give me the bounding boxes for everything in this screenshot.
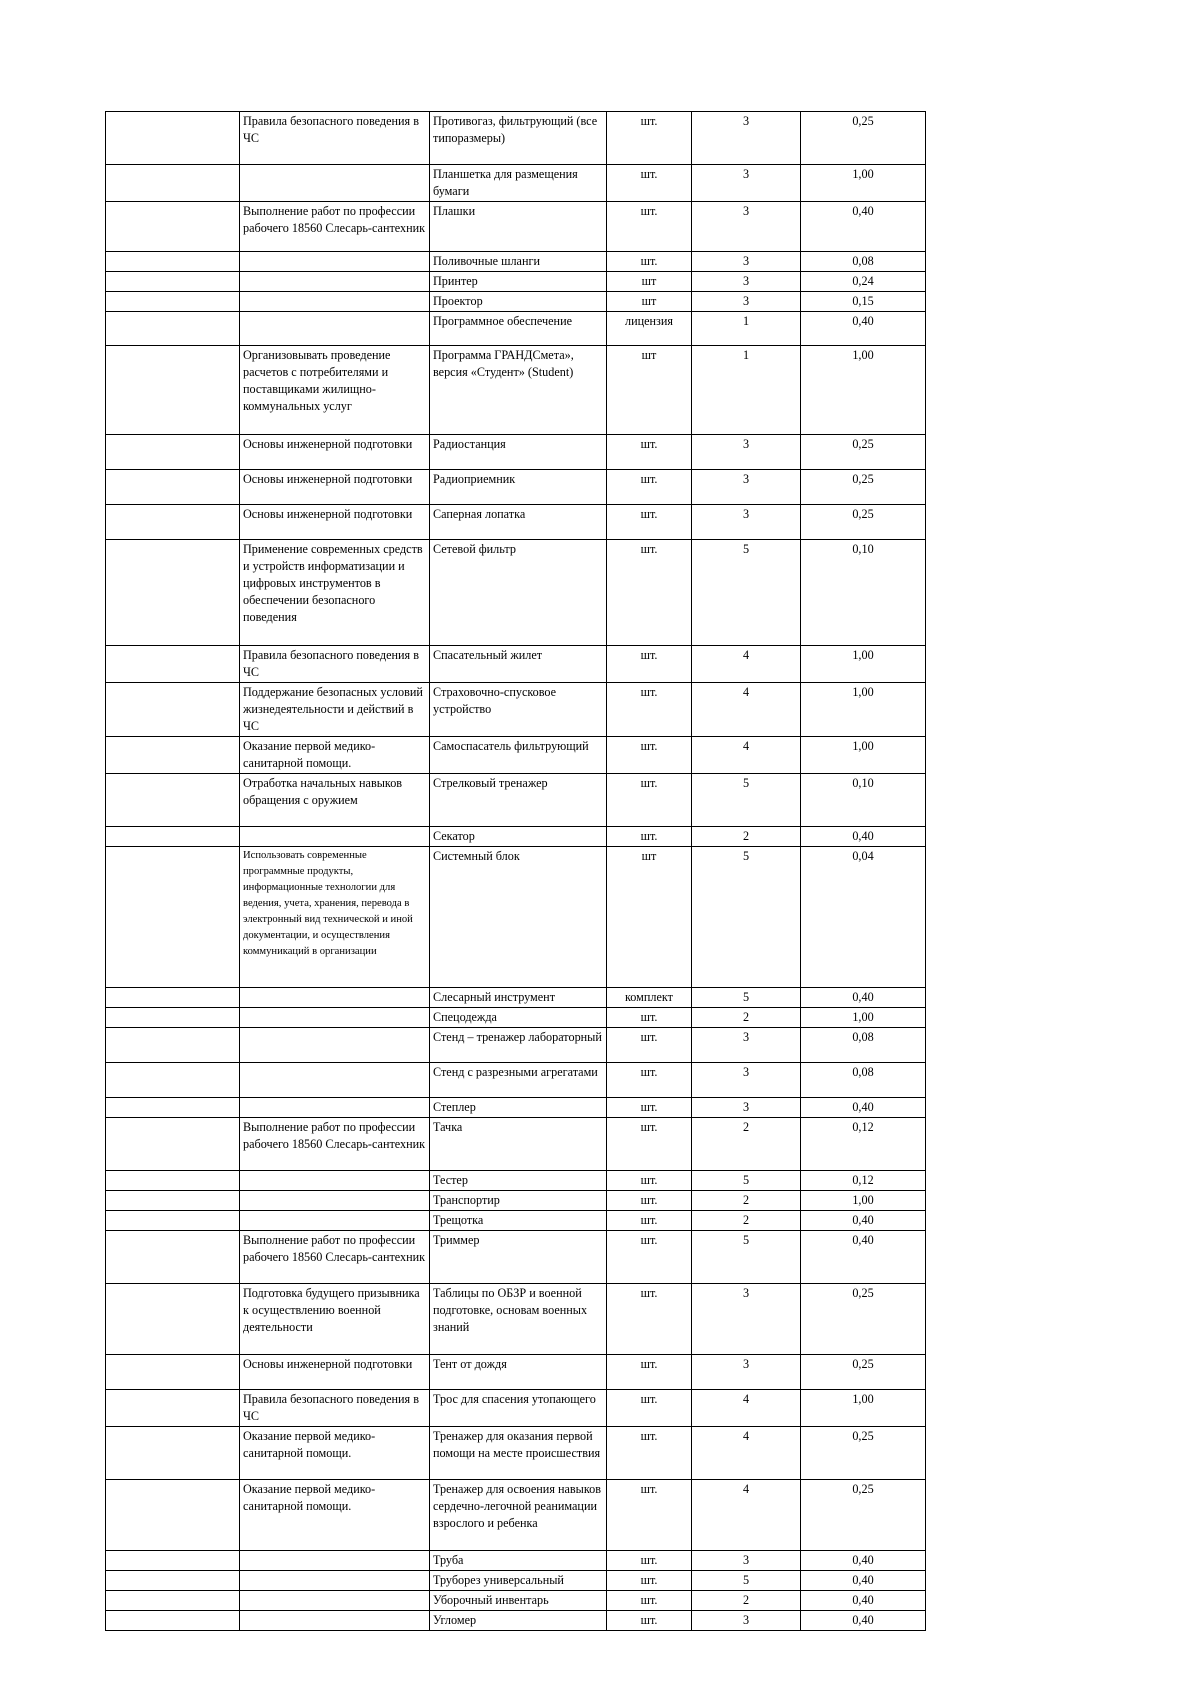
- coefficient-cell: 0,04: [801, 847, 926, 988]
- empty-cell: [106, 1191, 240, 1211]
- table-row: [106, 292, 926, 312]
- topic-cell: [240, 1028, 430, 1063]
- quantity-cell: 2: [692, 1008, 801, 1028]
- quantity-cell: 1: [692, 346, 801, 435]
- unit-cell: шт.: [607, 1551, 692, 1571]
- table-row: [106, 1611, 926, 1631]
- topic-cell: [240, 1098, 430, 1118]
- table-row: [106, 1171, 926, 1191]
- unit-cell: шт.: [607, 646, 692, 683]
- unit-cell: шт.: [607, 540, 692, 646]
- unit-cell: шт.: [607, 1118, 692, 1171]
- table-row: [106, 470, 926, 505]
- coefficient-cell: 0,25: [801, 1427, 926, 1480]
- item-cell: Трос для спасения утопающего: [430, 1390, 607, 1427]
- coefficient-cell: 0,25: [801, 112, 926, 165]
- topic-cell: Основы инженерной подготовки: [240, 435, 430, 470]
- item-cell: Триммер: [430, 1231, 607, 1284]
- item-cell: Угломер: [430, 1611, 607, 1631]
- topic-cell: [240, 1191, 430, 1211]
- quantity-cell: 3: [692, 470, 801, 505]
- topic-cell: Правила безопасного поведения в ЧС: [240, 112, 430, 165]
- table-row: [106, 252, 926, 272]
- unit-cell: шт: [607, 292, 692, 312]
- unit-cell: шт.: [607, 1571, 692, 1591]
- empty-cell: [106, 1571, 240, 1591]
- unit-cell: комплект: [607, 988, 692, 1008]
- item-cell: Транспортир: [430, 1191, 607, 1211]
- empty-cell: [106, 774, 240, 827]
- topic-cell: Отработка начальных навыков обращения с оружием: [240, 774, 430, 827]
- table-row: [106, 1063, 926, 1098]
- quantity-cell: 3: [692, 1551, 801, 1571]
- coefficient-cell: 0,12: [801, 1171, 926, 1191]
- unit-cell: шт.: [607, 1231, 692, 1284]
- empty-cell: [106, 1008, 240, 1028]
- quantity-cell: 4: [692, 1480, 801, 1551]
- empty-cell: [106, 1390, 240, 1427]
- coefficient-cell: 0,40: [801, 312, 926, 346]
- unit-cell: шт: [607, 272, 692, 292]
- coefficient-cell: 0,24: [801, 272, 926, 292]
- item-cell: Стрелковый тренажер: [430, 774, 607, 827]
- coefficient-cell: 0,25: [801, 505, 926, 540]
- coefficient-cell: 0,10: [801, 540, 926, 646]
- coefficient-cell: 0,25: [801, 1480, 926, 1551]
- empty-cell: [106, 1480, 240, 1551]
- table-row: [106, 272, 926, 292]
- unit-cell: шт.: [607, 1028, 692, 1063]
- coefficient-cell: 0,40: [801, 1551, 926, 1571]
- coefficient-cell: 0,25: [801, 1355, 926, 1390]
- coefficient-cell: 0,40: [801, 1571, 926, 1591]
- coefficient-cell: 0,40: [801, 1231, 926, 1284]
- quantity-cell: 5: [692, 988, 801, 1008]
- item-cell: Самоспасатель фильтрующий: [430, 737, 607, 774]
- item-cell: Тачка: [430, 1118, 607, 1171]
- table-row: [106, 112, 926, 165]
- unit-cell: шт.: [607, 1191, 692, 1211]
- coefficient-cell: 0,40: [801, 202, 926, 252]
- empty-cell: [106, 346, 240, 435]
- empty-cell: [106, 683, 240, 737]
- quantity-cell: 4: [692, 1390, 801, 1427]
- quantity-cell: 2: [692, 827, 801, 847]
- topic-cell: [240, 1008, 430, 1028]
- coefficient-cell: 0,08: [801, 1063, 926, 1098]
- topic-cell: [240, 1611, 430, 1631]
- table-row: [106, 1571, 926, 1591]
- item-cell: Сетевой фильтр: [430, 540, 607, 646]
- table-row: [106, 312, 926, 346]
- unit-cell: шт.: [607, 435, 692, 470]
- item-cell: Трещотка: [430, 1211, 607, 1231]
- item-cell: Системный блок: [430, 847, 607, 988]
- table-row: [106, 646, 926, 683]
- topic-cell: [240, 1211, 430, 1231]
- empty-cell: [106, 1098, 240, 1118]
- unit-cell: лицензия: [607, 312, 692, 346]
- item-cell: Степлер: [430, 1098, 607, 1118]
- unit-cell: шт.: [607, 505, 692, 540]
- coefficient-cell: 0,10: [801, 774, 926, 827]
- quantity-cell: 4: [692, 1427, 801, 1480]
- table-row: [106, 847, 926, 988]
- unit-cell: шт.: [607, 737, 692, 774]
- quantity-cell: 5: [692, 1171, 801, 1191]
- table-row: [106, 346, 926, 435]
- unit-cell: шт.: [607, 1211, 692, 1231]
- topic-cell: Основы инженерной подготовки: [240, 505, 430, 540]
- empty-cell: [106, 470, 240, 505]
- table-row: [106, 1480, 926, 1551]
- table-row: [106, 1191, 926, 1211]
- item-cell: Планшетка для размещения бумаги: [430, 165, 607, 202]
- table-row: [106, 1028, 926, 1063]
- table-row: [106, 1098, 926, 1118]
- quantity-cell: 3: [692, 272, 801, 292]
- unit-cell: шт.: [607, 202, 692, 252]
- topic-cell: Оказание первой медико-санитарной помощи.: [240, 1480, 430, 1551]
- item-cell: Уборочный инвентарь: [430, 1591, 607, 1611]
- unit-cell: шт.: [607, 774, 692, 827]
- empty-cell: [106, 252, 240, 272]
- table-row: [106, 540, 926, 646]
- table-row: [106, 165, 926, 202]
- empty-cell: [106, 1284, 240, 1355]
- coefficient-cell: 0,40: [801, 1098, 926, 1118]
- quantity-cell: 1: [692, 312, 801, 346]
- item-cell: Страховочно-спусковое устройство: [430, 683, 607, 737]
- equipment-table: [105, 111, 926, 1631]
- quantity-cell: 3: [692, 165, 801, 202]
- table-row: [106, 1591, 926, 1611]
- empty-cell: [106, 1118, 240, 1171]
- unit-cell: шт.: [607, 1390, 692, 1427]
- topic-cell: Правила безопасного поведения в ЧС: [240, 646, 430, 683]
- topic-cell: Применение современных средств и устройств информатизации и цифровых инструментов в обеспечении безопасного поведения: [240, 540, 430, 646]
- coefficient-cell: 0,40: [801, 1591, 926, 1611]
- item-cell: Тренажер для освоения навыков сердечно-легочной реанимации взрослого и ребенка: [430, 1480, 607, 1551]
- table-row: [106, 774, 926, 827]
- coefficient-cell: 1,00: [801, 683, 926, 737]
- empty-cell: [106, 312, 240, 346]
- table-row: [106, 435, 926, 470]
- unit-cell: шт.: [607, 1008, 692, 1028]
- empty-cell: [106, 1355, 240, 1390]
- item-cell: Труборез универсальный: [430, 1571, 607, 1591]
- empty-cell: [106, 1063, 240, 1098]
- coefficient-cell: 1,00: [801, 1390, 926, 1427]
- coefficient-cell: 0,12: [801, 1118, 926, 1171]
- topic-cell: [240, 252, 430, 272]
- item-cell: Программное обеспечение: [430, 312, 607, 346]
- unit-cell: шт.: [607, 1063, 692, 1098]
- topic-cell: Оказание первой медико-санитарной помощи.: [240, 1427, 430, 1480]
- unit-cell: шт.: [607, 1427, 692, 1480]
- table-row: [106, 1231, 926, 1284]
- item-cell: Спецодежда: [430, 1008, 607, 1028]
- table-row: [106, 1427, 926, 1480]
- empty-cell: [106, 435, 240, 470]
- quantity-cell: 3: [692, 1611, 801, 1631]
- table-row: [106, 1118, 926, 1171]
- quantity-cell: 3: [692, 505, 801, 540]
- unit-cell: шт.: [607, 252, 692, 272]
- coefficient-cell: 0,15: [801, 292, 926, 312]
- unit-cell: шт.: [607, 1171, 692, 1191]
- unit-cell: шт.: [607, 827, 692, 847]
- topic-cell: Использовать современные программные продукты, информационные технологии для ведения, учета, хранения, перевода в электронный вид технической и иной документации, и осуществления коммуникаций в организации: [240, 847, 430, 988]
- empty-cell: [106, 1611, 240, 1631]
- table-row: [106, 737, 926, 774]
- coefficient-cell: 0,40: [801, 1211, 926, 1231]
- empty-cell: [106, 1427, 240, 1480]
- item-cell: Противогаз, фильтрующий (все типоразмеры): [430, 112, 607, 165]
- empty-cell: [106, 1591, 240, 1611]
- item-cell: Спасательный жилет: [430, 646, 607, 683]
- unit-cell: шт.: [607, 1355, 692, 1390]
- empty-cell: [106, 505, 240, 540]
- empty-cell: [106, 1211, 240, 1231]
- coefficient-cell: 0,08: [801, 252, 926, 272]
- empty-cell: [106, 988, 240, 1008]
- quantity-cell: 2: [692, 1118, 801, 1171]
- topic-cell: [240, 1063, 430, 1098]
- empty-cell: [106, 202, 240, 252]
- quantity-cell: 3: [692, 1028, 801, 1063]
- item-cell: Тренажер для оказания первой помощи на месте происшествия: [430, 1427, 607, 1480]
- unit-cell: шт.: [607, 1284, 692, 1355]
- empty-cell: [106, 112, 240, 165]
- topic-cell: [240, 1591, 430, 1611]
- topic-cell: Подготовка будущего призывника к осуществлению военной деятельности: [240, 1284, 430, 1355]
- unit-cell: шт.: [607, 112, 692, 165]
- table-row: [106, 1355, 926, 1390]
- coefficient-cell: 1,00: [801, 165, 926, 202]
- item-cell: Стенд – тренажер лабораторный: [430, 1028, 607, 1063]
- item-cell: Радиостанция: [430, 435, 607, 470]
- topic-cell: [240, 1571, 430, 1591]
- topic-cell: Поддержание безопасных условий жизнедеятельности и действий в ЧС: [240, 683, 430, 737]
- item-cell: Тестер: [430, 1171, 607, 1191]
- coefficient-cell: 0,08: [801, 1028, 926, 1063]
- unit-cell: шт.: [607, 470, 692, 505]
- table-row: [106, 1390, 926, 1427]
- coefficient-cell: 0,40: [801, 988, 926, 1008]
- table-row: [106, 1211, 926, 1231]
- coefficient-cell: 0,25: [801, 1284, 926, 1355]
- empty-cell: [106, 847, 240, 988]
- item-cell: Стенд с разрезными агрегатами: [430, 1063, 607, 1098]
- empty-cell: [106, 1028, 240, 1063]
- topic-cell: Правила безопасного поведения в ЧС: [240, 1390, 430, 1427]
- unit-cell: шт.: [607, 1611, 692, 1631]
- table-row: [106, 988, 926, 1008]
- unit-cell: шт.: [607, 165, 692, 202]
- empty-cell: [106, 1231, 240, 1284]
- table-row: [106, 827, 926, 847]
- item-cell: Тент от дождя: [430, 1355, 607, 1390]
- coefficient-cell: 1,00: [801, 646, 926, 683]
- topic-cell: Организовывать проведение расчетов с потребителями и поставщиками жилищно-коммунальных услуг: [240, 346, 430, 435]
- topic-cell: Основы инженерной подготовки: [240, 470, 430, 505]
- table-row: [106, 1551, 926, 1571]
- empty-cell: [106, 1171, 240, 1191]
- coefficient-cell: 1,00: [801, 737, 926, 774]
- topic-cell: [240, 1171, 430, 1191]
- item-cell: Проектор: [430, 292, 607, 312]
- quantity-cell: 4: [692, 683, 801, 737]
- empty-cell: [106, 165, 240, 202]
- topic-cell: [240, 272, 430, 292]
- quantity-cell: 4: [692, 646, 801, 683]
- empty-cell: [106, 1551, 240, 1571]
- topic-cell: Оказание первой медико-санитарной помощи.: [240, 737, 430, 774]
- topic-cell: Выполнение работ по профессии рабочего 18560 Слесарь-сантехник: [240, 1118, 430, 1171]
- quantity-cell: 2: [692, 1191, 801, 1211]
- topic-cell: [240, 827, 430, 847]
- quantity-cell: 3: [692, 1284, 801, 1355]
- topic-cell: [240, 312, 430, 346]
- item-cell: Программа ГРАНДСмета», версия «Студент» (Student): [430, 346, 607, 435]
- item-cell: Слесарный инструмент: [430, 988, 607, 1008]
- quantity-cell: 5: [692, 847, 801, 988]
- coefficient-cell: 0,40: [801, 1611, 926, 1631]
- quantity-cell: 3: [692, 112, 801, 165]
- item-cell: Секатор: [430, 827, 607, 847]
- item-cell: Саперная лопатка: [430, 505, 607, 540]
- quantity-cell: 2: [692, 1591, 801, 1611]
- topic-cell: [240, 292, 430, 312]
- topic-cell: Выполнение работ по профессии рабочего 18560 Слесарь-сантехник: [240, 202, 430, 252]
- topic-cell: Выполнение работ по профессии рабочего 18560 Слесарь-сантехник: [240, 1231, 430, 1284]
- coefficient-cell: 1,00: [801, 1191, 926, 1211]
- quantity-cell: 3: [692, 1098, 801, 1118]
- quantity-cell: 3: [692, 252, 801, 272]
- topic-cell: Основы инженерной подготовки: [240, 1355, 430, 1390]
- unit-cell: шт.: [607, 1591, 692, 1611]
- empty-cell: [106, 272, 240, 292]
- unit-cell: шт: [607, 847, 692, 988]
- unit-cell: шт: [607, 346, 692, 435]
- empty-cell: [106, 292, 240, 312]
- empty-cell: [106, 646, 240, 683]
- table-row: [106, 1284, 926, 1355]
- topic-cell: [240, 165, 430, 202]
- empty-cell: [106, 737, 240, 774]
- topic-cell: [240, 1551, 430, 1571]
- topic-cell: [240, 988, 430, 1008]
- coefficient-cell: 0,25: [801, 470, 926, 505]
- quantity-cell: 3: [692, 1063, 801, 1098]
- item-cell: Таблицы по ОБЗР и военной подготовке, основам военных знаний: [430, 1284, 607, 1355]
- quantity-cell: 3: [692, 292, 801, 312]
- coefficient-cell: 1,00: [801, 346, 926, 435]
- coefficient-cell: 1,00: [801, 1008, 926, 1028]
- quantity-cell: 5: [692, 540, 801, 646]
- empty-cell: [106, 540, 240, 646]
- quantity-cell: 2: [692, 1211, 801, 1231]
- coefficient-cell: 0,25: [801, 435, 926, 470]
- quantity-cell: 5: [692, 1231, 801, 1284]
- item-cell: Радиоприемник: [430, 470, 607, 505]
- table-row: [106, 505, 926, 540]
- item-cell: Труба: [430, 1551, 607, 1571]
- table-row: [106, 202, 926, 252]
- item-cell: Плашки: [430, 202, 607, 252]
- coefficient-cell: 0,40: [801, 827, 926, 847]
- unit-cell: шт.: [607, 1098, 692, 1118]
- quantity-cell: 5: [692, 1571, 801, 1591]
- quantity-cell: 3: [692, 435, 801, 470]
- unit-cell: шт.: [607, 1480, 692, 1551]
- item-cell: Принтер: [430, 272, 607, 292]
- quantity-cell: 4: [692, 737, 801, 774]
- quantity-cell: 3: [692, 202, 801, 252]
- item-cell: Поливочные шланги: [430, 252, 607, 272]
- table-row: [106, 683, 926, 737]
- empty-cell: [106, 827, 240, 847]
- quantity-cell: 5: [692, 774, 801, 827]
- unit-cell: шт.: [607, 683, 692, 737]
- quantity-cell: 3: [692, 1355, 801, 1390]
- table-row: [106, 1008, 926, 1028]
